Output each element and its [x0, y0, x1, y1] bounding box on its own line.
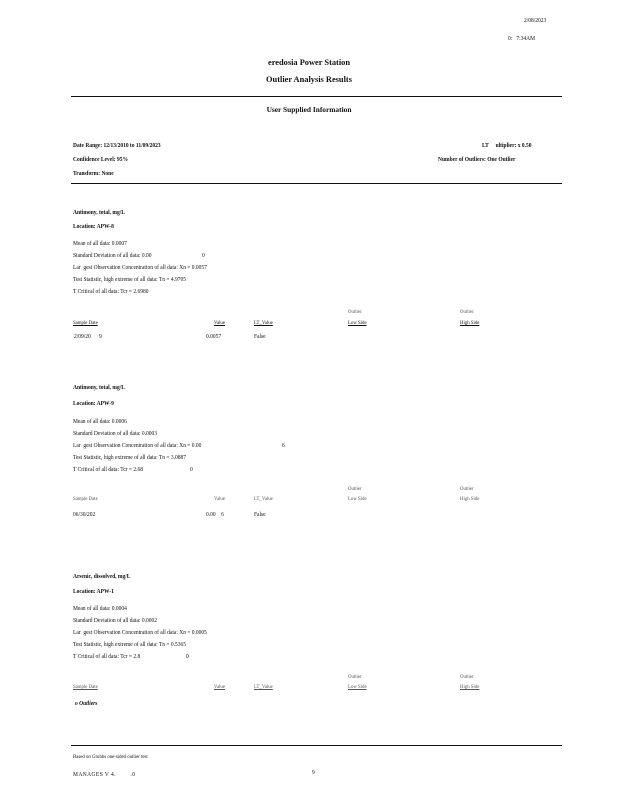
page-number: 9 [312, 769, 315, 776]
row-value: 0.00 6 [206, 511, 224, 518]
largest-observation: Lar gest Observation Concentration of all data: Xn = 0.0057 [73, 264, 207, 271]
outlier-low-label: Outlier [348, 486, 362, 492]
footer-note: Based on Grubbs one-sided outlier test [73, 754, 148, 760]
col-value: Value [214, 320, 225, 326]
col-low-side: Low Side [348, 684, 367, 690]
location: Location: APW-1 [73, 588, 114, 595]
std-deviation: Standard Deviation of all data: 0.00 [73, 252, 152, 259]
confidence-level: Confidence Level: 95% [73, 156, 128, 163]
mean-value: Mean of all data: 0.0006 [73, 418, 127, 425]
col-high-side: High Side [460, 684, 480, 690]
col-high-side: High Side [460, 496, 480, 502]
col-sample-date: Sample Date [73, 684, 98, 690]
t-critical-extra: 0 [190, 466, 193, 473]
software-version: MANAGES V 4. .0 [73, 771, 136, 778]
largest-observation-extra: 6 [282, 442, 285, 449]
transform: Transform: None [73, 170, 114, 177]
header-rule [71, 96, 562, 97]
no-outliers: o Outliers [75, 700, 98, 707]
std-deviation: Standard Deviation of all data: 0.0003 [73, 430, 157, 437]
t-critical: T Critical of all data: Tcr = 2.8 [73, 653, 141, 660]
outlier-high-label: Outlier [460, 309, 474, 315]
station-name: eredosia Power Station [267, 58, 351, 67]
lt-multiplier: LT ultiplier: x 0.50 [482, 142, 532, 149]
col-low-side: Low Side [348, 320, 367, 326]
outlier-high-label: Outlier [460, 486, 474, 492]
mean-value: Mean of all data: 0.0007 [73, 240, 127, 247]
largest-observation: Lar gest Observation Concentration of all data: Xn = 0.00 [73, 442, 202, 449]
col-lt-value: LT_Value [254, 496, 273, 502]
test-statistic: Test Statistic, high extreme of all data: Tn = 0.5365 [73, 641, 186, 648]
row-sample-date: 06/30/202 [73, 511, 96, 518]
mean-value: Mean of all data: 0.0004 [73, 605, 127, 612]
test-statistic: Test Statistic, high extreme of all data: Tn = 3.0887 [73, 454, 186, 461]
date-range: Date Range: 12/13/2010 to 11/09/2023 [73, 142, 161, 149]
largest-observation: Lar gest Observation Concentration of all data: Xn = 0.0005 [73, 629, 207, 636]
col-value: Value [214, 684, 225, 690]
outlier-low-label: Outlier [348, 674, 362, 680]
t-critical: T Critical of all data: Tcr = 2.68 [73, 466, 143, 473]
t-critical: T Critical of all data: Tcr = 2.6980 [73, 288, 149, 295]
location: Location: APW-8 [73, 223, 114, 230]
section-title: User Supplied Information [266, 105, 352, 114]
row-lt-value: False [254, 333, 266, 340]
t-critical-extra: 0 [186, 653, 189, 660]
report-date: 2/08/2023 [524, 17, 547, 24]
report-title: Outlier Analysis Results [266, 75, 352, 84]
col-lt-value: LT_Value [254, 320, 273, 326]
col-low-side: Low Side [348, 496, 367, 502]
row-lt-value: False [254, 511, 266, 518]
col-high-side: High Side [460, 320, 480, 326]
outlier-low-label: Outlier [348, 309, 362, 315]
location: Location: APW-9 [73, 400, 114, 407]
outlier-high-label: Outlier [460, 674, 474, 680]
parameter-name: Antimony, total, mg/L [73, 209, 125, 216]
parameter-name: Arsenic, dissolved, mg/L [73, 573, 131, 580]
report-time: 0: 7:34AM [508, 35, 536, 42]
col-sample-date: Sample Date [73, 496, 98, 502]
number-of-outliers: Number of Outliers: One Outlier [438, 156, 516, 163]
footer-rule [71, 745, 562, 746]
info-rule [71, 183, 562, 184]
row-sample-date: 2/09/20 9 [74, 333, 102, 340]
test-statistic: Test Statistic, high extreme of all data: Tn = 4.9705 [73, 276, 186, 283]
col-lt-value: LT_Value [254, 684, 273, 690]
row-value: 0.0057 [206, 333, 222, 340]
col-sample-date: Sample Date [73, 320, 98, 326]
std-deviation-extra: 0 [202, 252, 205, 259]
col-value: Value [214, 496, 225, 502]
std-deviation: Standard Deviation of all data: 0.0002 [73, 617, 157, 624]
parameter-name: Antimony, total, mg/L [73, 384, 125, 391]
